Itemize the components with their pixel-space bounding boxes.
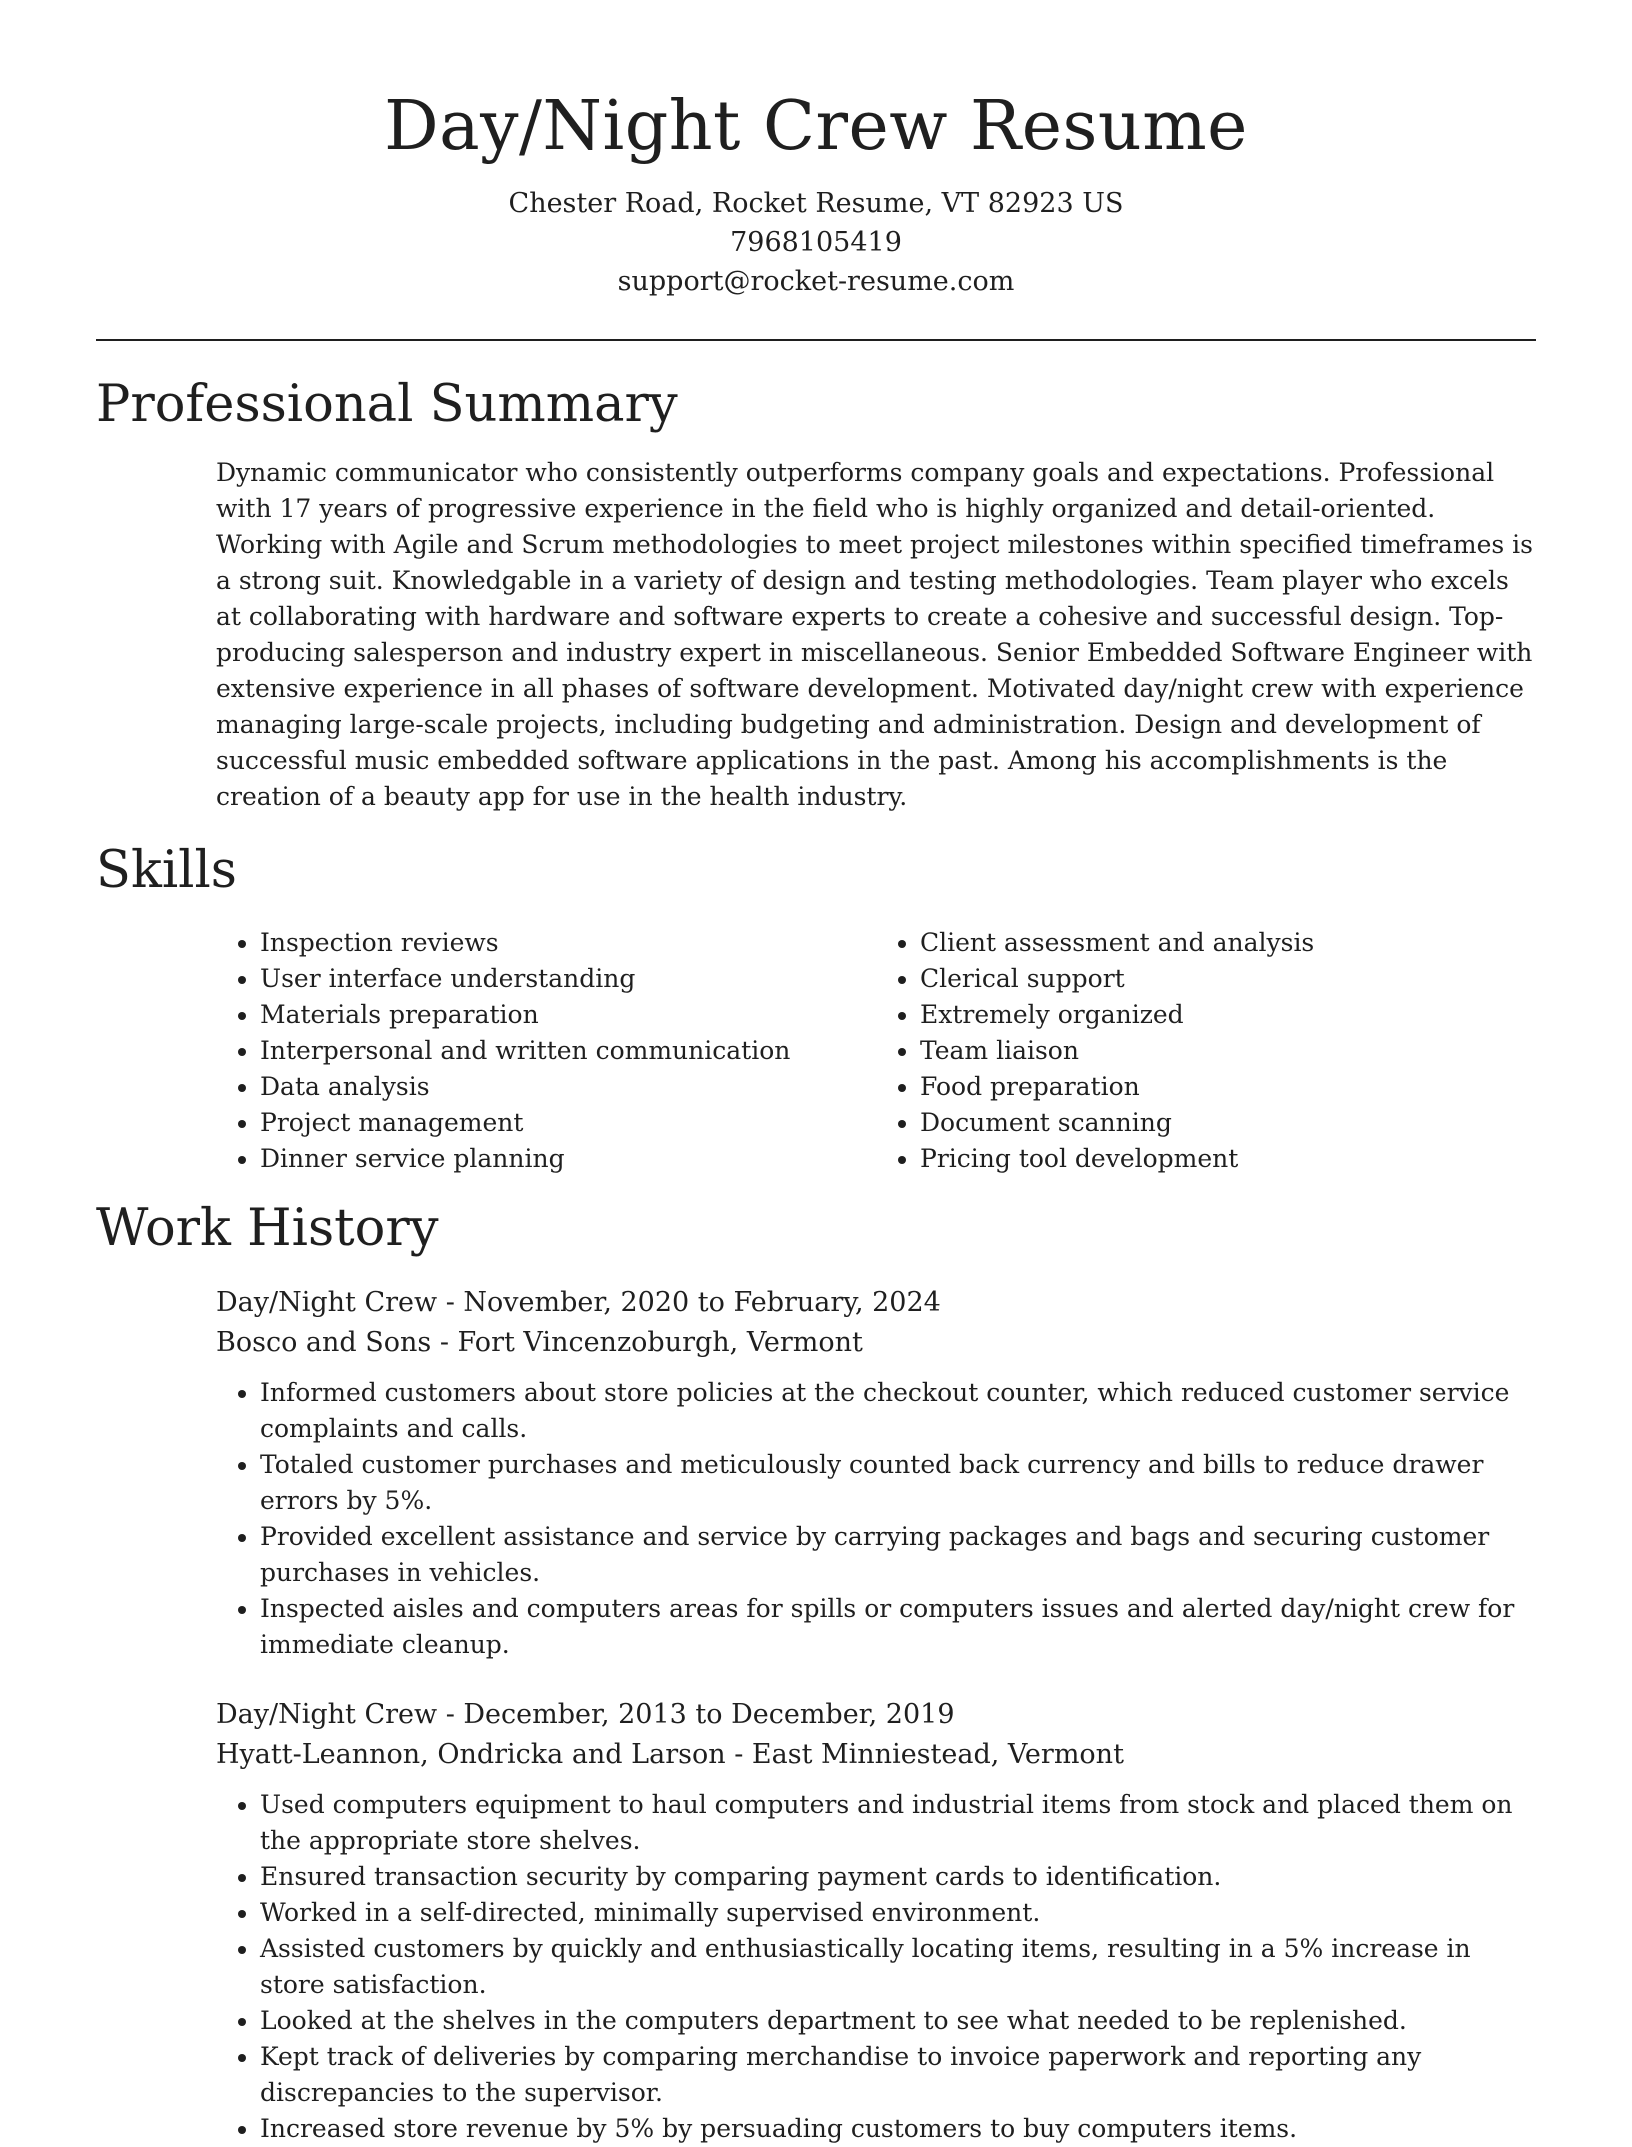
job-dates: - December, 2013 to December, 2019	[437, 1699, 955, 1730]
skill-item: • Food preparation	[920, 1069, 1536, 1105]
header-divider	[96, 339, 1536, 341]
job-company: Hyatt-Leannon, Ondricka and Larson	[216, 1739, 726, 1770]
work-history-heading: Work History	[96, 1199, 439, 1258]
job-bullet: • Provided excellent assistance and service by carrying packages and bags and securing customer purchases in vehicles.	[260, 1519, 1536, 1591]
job-bullet: • Assisted customers by quickly and enthusiastically locating items, resulting in a 5% increase in store satisfaction.	[260, 1931, 1536, 2003]
job-company: Bosco and Sons	[216, 1327, 432, 1358]
job-role-line	[216, 1283, 1536, 1323]
skill-item: • Dinner service planning	[260, 1141, 876, 1177]
job-bullet: • Ensured transaction security by comparing payment cards to identification.	[260, 1859, 1536, 1895]
skill-item: • Inspection reviews	[260, 925, 876, 961]
skill-item: • Document scanning	[920, 1105, 1536, 1141]
skill-item: • Team liaison	[920, 1033, 1536, 1069]
job-role-line	[216, 1695, 1536, 1735]
skills-column-left	[216, 925, 876, 1177]
skills-column-right	[876, 925, 1536, 1177]
skill-item: • Pricing tool development	[920, 1141, 1536, 1177]
job-company-line	[216, 1323, 1536, 1363]
contact-email: support@rocket-resume.com	[617, 266, 1015, 297]
resume-page	[96, 0, 1536, 2147]
skill-item: • Materials preparation	[260, 997, 876, 1033]
job-role: Day/Night Crew	[216, 1287, 438, 1318]
skill-item: • Project management	[260, 1105, 876, 1141]
resume-header	[96, 0, 1536, 301]
skill-item: • User interface understanding	[260, 961, 876, 997]
contact-phone: 7968105419	[730, 227, 902, 258]
skill-item: • Client assessment and analysis	[920, 925, 1536, 961]
resume-title: Day/Night Crew Resume	[384, 87, 1248, 166]
job-bullet: • Worked in a self-directed, minimally supervised environment.	[260, 1895, 1536, 1931]
job-entry	[216, 1695, 1536, 2147]
job-bullet: • Increased store revenue by 5% by persuading customers to buy computers items.	[260, 2111, 1536, 2147]
job-bullets	[216, 1787, 1536, 2147]
skill-item: • Extremely organized	[920, 997, 1536, 1033]
contact-address: Chester Road, Rocket Resume, VT 82923 US	[508, 188, 1124, 219]
summary-heading: Professional Summary	[96, 375, 678, 434]
job-location: - East Minniestead, Vermont	[725, 1739, 1124, 1770]
job-dates: - November, 2020 to February, 2024	[437, 1287, 941, 1318]
job-entry	[216, 1283, 1536, 1663]
job-bullet: • Inspected aisles and computers areas for spills or computers issues and alerted day/night crew for immediate cleanup.	[260, 1591, 1536, 1663]
skill-item: • Data analysis	[260, 1069, 876, 1105]
job-bullet: • Kept track of deliveries by comparing merchandise to invoice paperwork and reporting any discrepancies to the supervisor.	[260, 2039, 1536, 2111]
job-bullets	[216, 1375, 1536, 1663]
skills-heading: Skills	[96, 841, 237, 900]
job-company-line	[216, 1735, 1536, 1775]
job-location: - Fort Vincenzoburgh, Vermont	[431, 1327, 863, 1358]
skills-grid	[216, 925, 1536, 1177]
contact-block	[96, 184, 1536, 301]
skill-item: • Interpersonal and written communication	[260, 1033, 876, 1069]
job-role: Day/Night Crew	[216, 1699, 438, 1730]
job-bullet: • Totaled customer purchases and meticulously counted back currency and bills to reduce drawer errors by 5%.	[260, 1447, 1536, 1519]
job-bullet: • Used computers equipment to haul computers and industrial items from stock and placed them on the appropriate store shelves.	[260, 1787, 1536, 1859]
job-bullet: • Looked at the shelves in the computers department to see what needed to be replenished.	[260, 2003, 1536, 2039]
skill-item: • Clerical support	[920, 961, 1536, 997]
job-bullet: • Informed customers about store policies at the checkout counter, which reduced customer service complaints and calls.	[260, 1375, 1536, 1447]
summary-text: Dynamic communicator who consistently outperforms company goals and expectations. Professional with 17 years of progressive experience in the field who is highly organized and detail-oriented. Working with Agile and Scrum methodologies to meet project milestones within specified timeframes is a strong suit. Knowledgable in a variety of design and testing methodologies. Team player who excels at collaborating with hardware and software experts to create a cohesive and successful design. Top-producing salesperson and industry expert in miscellaneous. Senior Embedded Software Engineer with extensive experience in all phases of software development. Motivated day/night crew with experience managing large-scale projects, including budgeting and administration. Design and development of successful music embedded software applications in the past. Among his accomplishments is the creation of a beauty app for use in the health industry.	[216, 458, 1533, 811]
